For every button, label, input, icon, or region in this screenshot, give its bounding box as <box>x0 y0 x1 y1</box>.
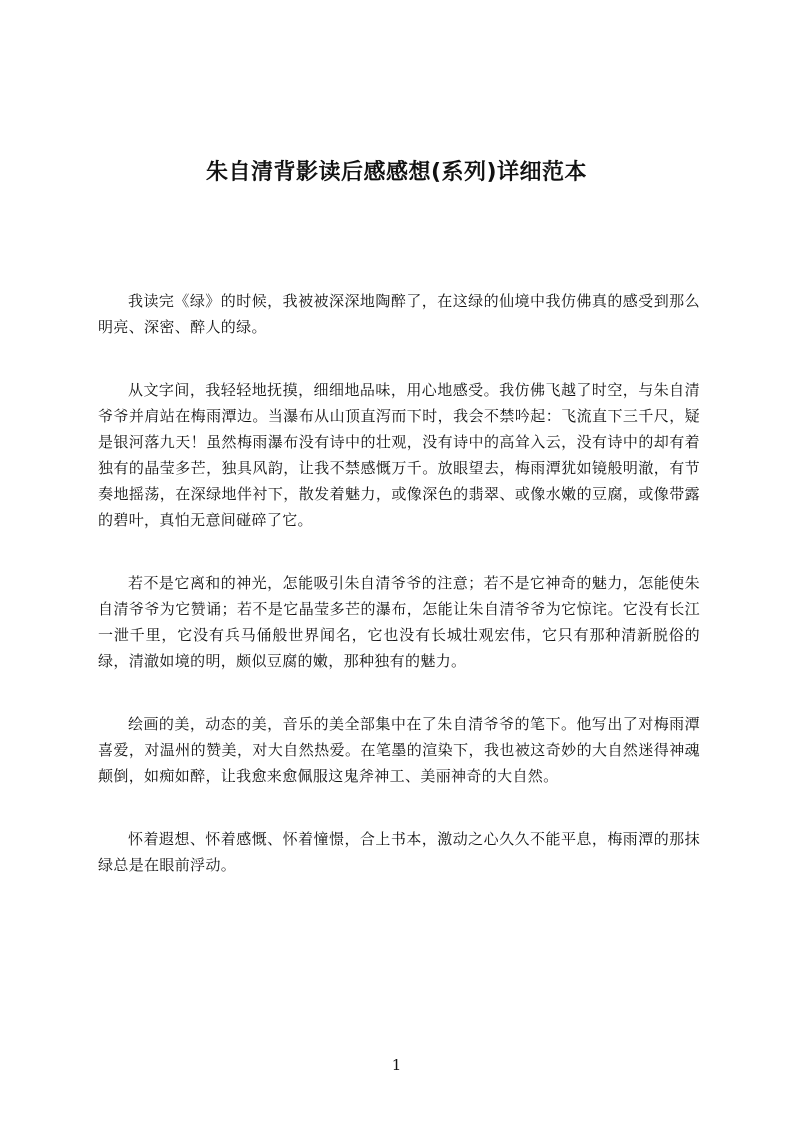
paragraph-4: 绘画的美，动态的美，音乐的美全部集中在了朱自清爷爷的笔下。他写出了对梅雨潭喜爱，对温州的赞美，对大自然热爱。在笔墨的渲染下，我也被这奇妙的大自然迷得神魂颠倒，如痴如醉，让我愈来愈佩服这鬼斧神工、美丽神奇的大自然。 <box>98 715 700 785</box>
paragraph-1: 我读完《绿》的时候，我被被深深地陶醉了，在这绿的仙境中我仿佛真的感受到那么明亮、深密、醉人的绿。 <box>98 292 700 336</box>
paragraph-2: 从文字间，我轻轻地抚摸，细细地品味，用心地感受。我仿佛飞越了时空，与朱自清爷爷并肩站在梅雨潭边。当瀑布从山顶直泻而下时，我会不禁吟起：飞流直下三千尺，疑是银河落九天！虽然梅雨瀑布没有诗中的壮观，没有诗中的高耸入云，没有诗中的却有着独有的晶莹多芒，独具风韵，让我不禁感慨万千。放眼望去，梅雨潭犹如镜般明澈，有节奏地摇荡，在深绿地伴衬下，散发着魅力，或像深色的翡翠、或像水嫩的豆腐，或像带露的碧叶，真怕无意间碰碎了它。 <box>98 381 700 529</box>
document-title: 朱自清背影读后感感想(系列)详细范本 <box>205 159 588 185</box>
document-body <box>98 288 700 915</box>
paragraph-5: 怀着遐想、怀着感慨、怀着憧憬，合上书本，激动之心久久不能平息，梅雨潭的那抹绿总是在眼前浮动。 <box>98 830 700 874</box>
paragraph-3: 若不是它离和的神光，怎能吸引朱自清爷爷的注意；若不是它神奇的魅力，怎能使朱自清爷爷为它赞诵；若不是它晶莹多芒的瀑布，怎能让朱自清爷爷为它惊诧。它没有长江一泄千里，它没有兵马俑般世界闻名，它也没有长城壮观宏伟，它只有那种清新脱俗的绿，清澈如境的明，颇似豆腐的嫩，那种独有的魅力。 <box>98 574 700 670</box>
page-number: 1 <box>391 1056 402 1074</box>
